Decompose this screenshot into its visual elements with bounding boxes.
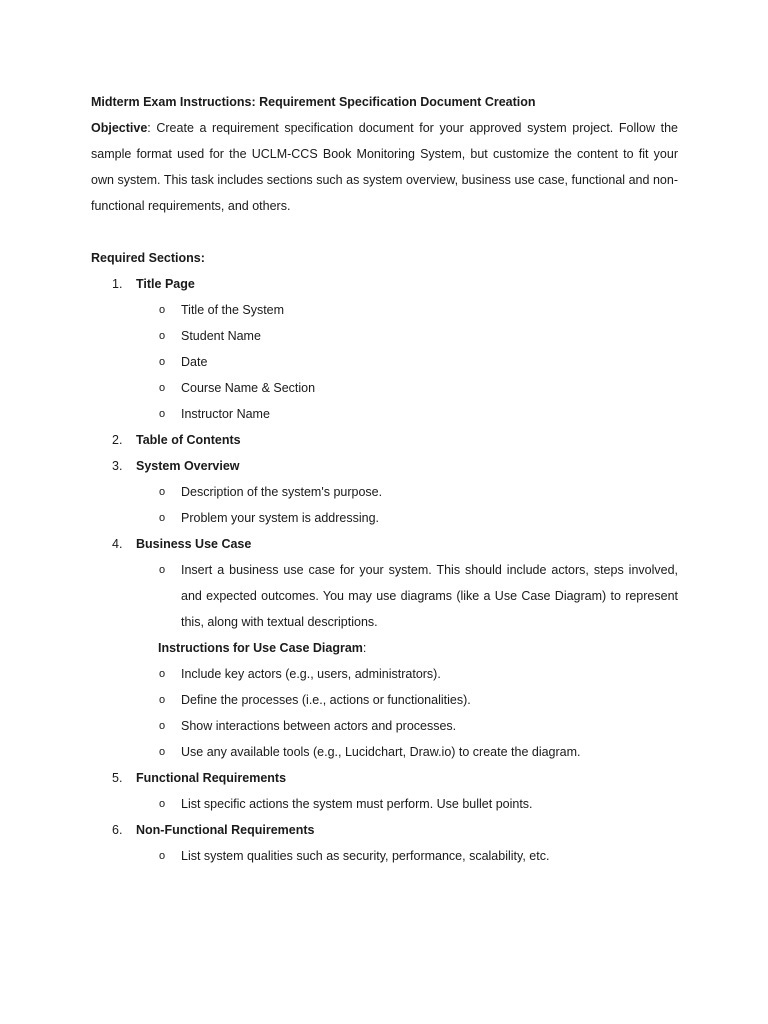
list-item (136, 791, 678, 817)
section-title: Table of Contents (136, 433, 241, 447)
section-items (136, 297, 678, 427)
list-item (136, 713, 678, 739)
list-item (136, 505, 678, 531)
section-table-of-contents (91, 427, 678, 453)
bullet-icon: o (159, 408, 166, 420)
use-case-diagram-heading (136, 635, 678, 661)
objective-text: Create a requirement specification document for your approved system project. Follow the sample format used for the UCLM-CCS Book Monitoring System, but customize the content to fit your own system. This task includes sections such as system overview, business use case, functional and non-functional requirements, and others. (91, 121, 678, 213)
list-item (136, 661, 678, 687)
list-item-text: Course Name & Section (181, 381, 316, 395)
list-item-text: Include key actors (e.g., users, administrators). (181, 667, 441, 681)
section-functional-requirements (91, 765, 678, 817)
objective-label: Objective (91, 121, 148, 135)
bullet-icon: o (159, 720, 166, 732)
section-items (136, 843, 678, 869)
section-title: Title Page (136, 277, 195, 291)
bullet-icon: o (159, 486, 166, 498)
bullet-icon: o (159, 330, 166, 342)
bullet-icon: o (159, 798, 166, 810)
section-number: 3. (112, 459, 123, 473)
document-title: Midterm Exam Instructions: Requirement Specification Document Creation (91, 95, 536, 109)
list-item (136, 843, 678, 869)
section-title: Functional Requirements (136, 771, 287, 785)
section-items (136, 479, 678, 531)
section-number: 5. (112, 771, 123, 785)
objective-separator: : (147, 121, 151, 135)
objective-paragraph (91, 115, 678, 219)
section-non-functional-requirements (91, 817, 678, 869)
list-item-text: Use any available tools (e.g., Lucidchart, Draw.io) to create the diagram. (181, 745, 581, 759)
bullet-icon: o (159, 850, 166, 862)
section-number: 1. (112, 277, 123, 291)
required-sections-heading: Required Sections: (91, 251, 205, 265)
list-item (136, 349, 678, 375)
document-page (91, 89, 678, 869)
list-item (136, 323, 678, 349)
section-title: System Overview (136, 459, 240, 473)
list-item (136, 401, 678, 427)
section-number: 2. (112, 433, 123, 447)
list-item (136, 557, 678, 635)
bullet-icon: o (159, 564, 166, 576)
list-item-text: Description of the system's purpose. (181, 485, 383, 499)
list-item-text: Insert a business use case for your system. This should include actors, steps involved, and expected outcomes. You may use diagrams (like a Use Case Diagram) to represent this, along with textual descriptions. (181, 563, 678, 629)
bullet-icon: o (159, 356, 166, 368)
use-case-diagram-items (136, 661, 678, 765)
list-item-text: Show interactions between actors and processes. (181, 719, 457, 733)
list-item (136, 687, 678, 713)
list-item-text: Instructor Name (181, 407, 270, 421)
list-item-text: Date (181, 355, 208, 369)
list-item-text: Title of the System (181, 303, 285, 317)
section-items (136, 557, 678, 635)
section-items (136, 791, 678, 817)
bullet-icon: o (159, 668, 166, 680)
bullet-icon: o (159, 382, 166, 394)
list-item (136, 479, 678, 505)
list-item-text: Define the processes (i.e., actions or functionalities). (181, 693, 471, 707)
section-business-use-case (91, 531, 678, 765)
list-item-text: List system qualities such as security, performance, scalability, etc. (181, 849, 550, 863)
list-item-text: Student Name (181, 329, 261, 343)
list-item (136, 375, 678, 401)
section-number: 6. (112, 823, 123, 837)
list-item-text: Problem your system is addressing. (181, 511, 379, 525)
bullet-icon: o (159, 512, 166, 524)
sub-heading-text: Instructions for Use Case Diagram (158, 641, 363, 655)
bullet-icon: o (159, 694, 166, 706)
list-item-text: List specific actions the system must perform. Use bullet points. (181, 797, 533, 811)
bullet-icon: o (159, 746, 166, 758)
section-number: 4. (112, 537, 123, 551)
section-title: Non-Functional Requirements (136, 823, 315, 837)
list-item (136, 739, 678, 765)
sub-heading-suffix: : (362, 641, 367, 655)
section-title: Business Use Case (136, 537, 252, 551)
section-system-overview (91, 453, 678, 531)
spacer (91, 219, 678, 245)
section-title-page (91, 271, 678, 427)
bullet-icon: o (159, 304, 166, 316)
sections-list (91, 271, 678, 869)
list-item (136, 297, 678, 323)
